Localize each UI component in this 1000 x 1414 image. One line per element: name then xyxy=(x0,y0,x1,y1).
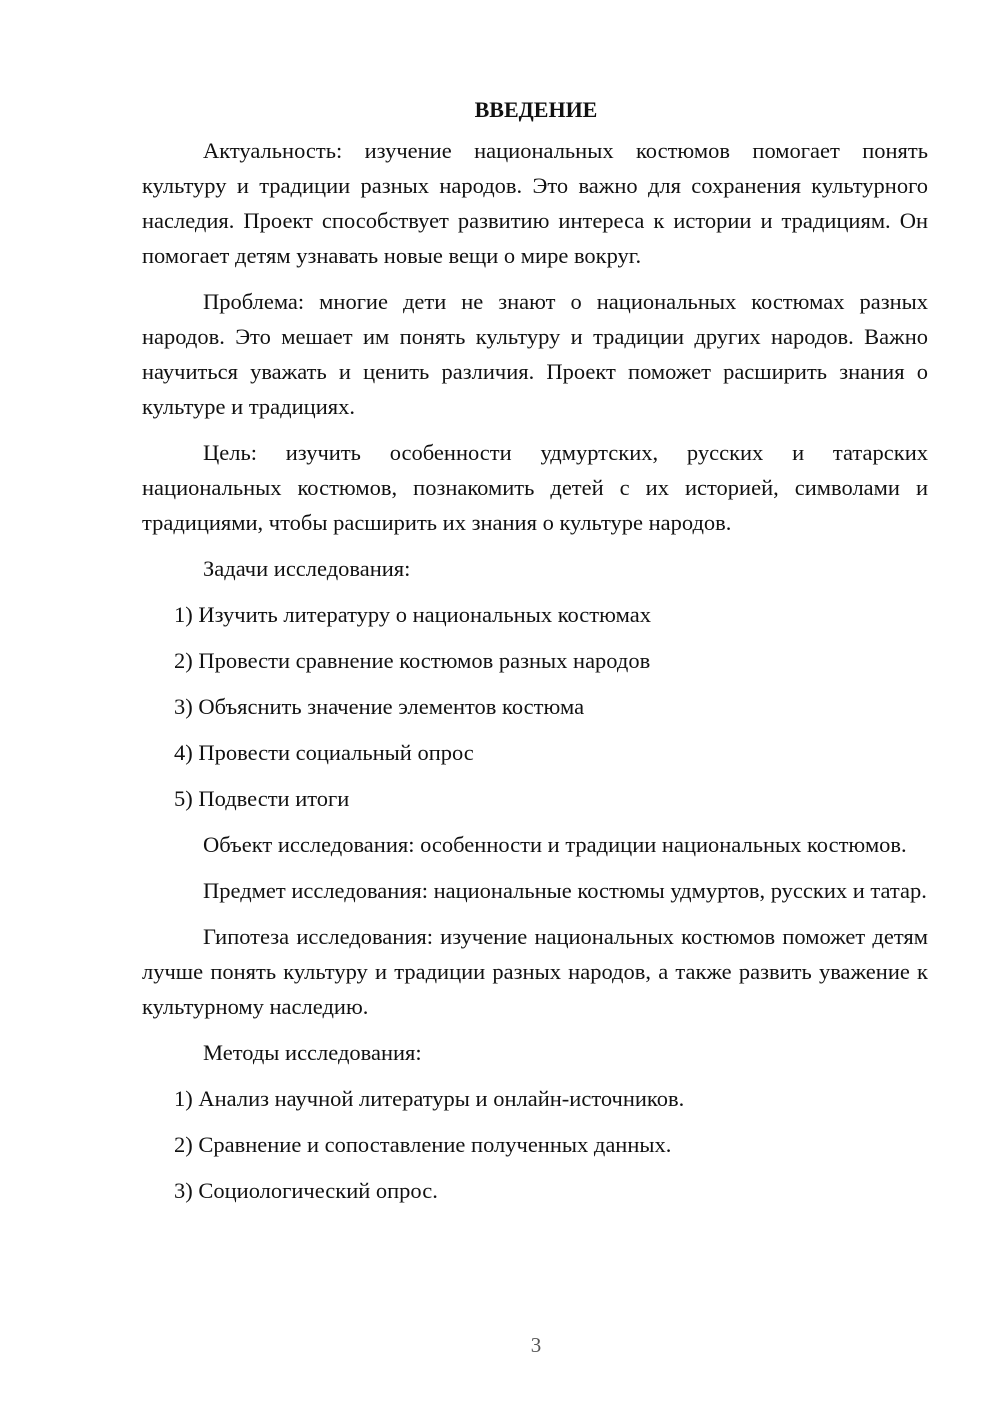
section-title: ВВЕДЕНИЕ xyxy=(474,97,598,122)
method-item: 2) Сравнение и сопоставление полученных данных. xyxy=(174,1132,672,1157)
page-number: 3 xyxy=(530,1333,542,1357)
subject-paragraph: Предмет исследования: национальные костюмы удмуртов, русских и татар. xyxy=(203,878,927,903)
task-item: 1) Изучить литературу о национальных костюмах xyxy=(174,602,651,627)
methods-list xyxy=(142,1081,928,1208)
method-item: 3) Социологический опрос. xyxy=(174,1178,438,1203)
method-item: 1) Анализ научной литературы и онлайн-источников. xyxy=(174,1086,685,1111)
document-page xyxy=(142,92,928,1219)
problem-paragraph: Проблема: многие дети не знают о национальных костюмах разных народов. Это мешает им понять культуру и традиции других народов. Важно научиться уважать и ценить различия. Проект поможет расширить знания о культуре и традициях. xyxy=(142,289,928,419)
object-paragraph: Объект исследования: особенности и традиции национальных костюмов. xyxy=(203,832,907,857)
tasks-label: Задачи исследования: xyxy=(203,556,411,581)
task-item: 2) Провести сравнение костюмов разных народов xyxy=(174,648,651,673)
task-item: 3) Объяснить значение элементов костюма xyxy=(174,694,585,719)
task-item: 5) Подвести итоги xyxy=(174,786,350,811)
relevance-paragraph: Актуальность: изучение национальных костюмов помогает понять культуру и традиции разных народов. Это важно для сохранения культурного наследия. Проект способствует развитию интереса к истории и традициям. Он помогает детям узнавать новые вещи о мире вокруг. xyxy=(142,138,928,268)
tasks-list xyxy=(142,597,928,816)
methods-label: Методы исследования: xyxy=(203,1040,422,1065)
task-item: 4) Провести социальный опрос xyxy=(174,740,474,765)
goal-paragraph: Цель: изучить особенности удмуртских, русских и татарских национальных костюмов, познакомить детей с их историей, символами и традициями, чтобы расширить их знания о культуре народов. xyxy=(142,440,928,535)
hypothesis-paragraph: Гипотеза исследования: изучение национальных костюмов поможет детям лучше понять культуру и традиции разных народов, а также развить уважение к культурному наследию. xyxy=(142,924,928,1019)
